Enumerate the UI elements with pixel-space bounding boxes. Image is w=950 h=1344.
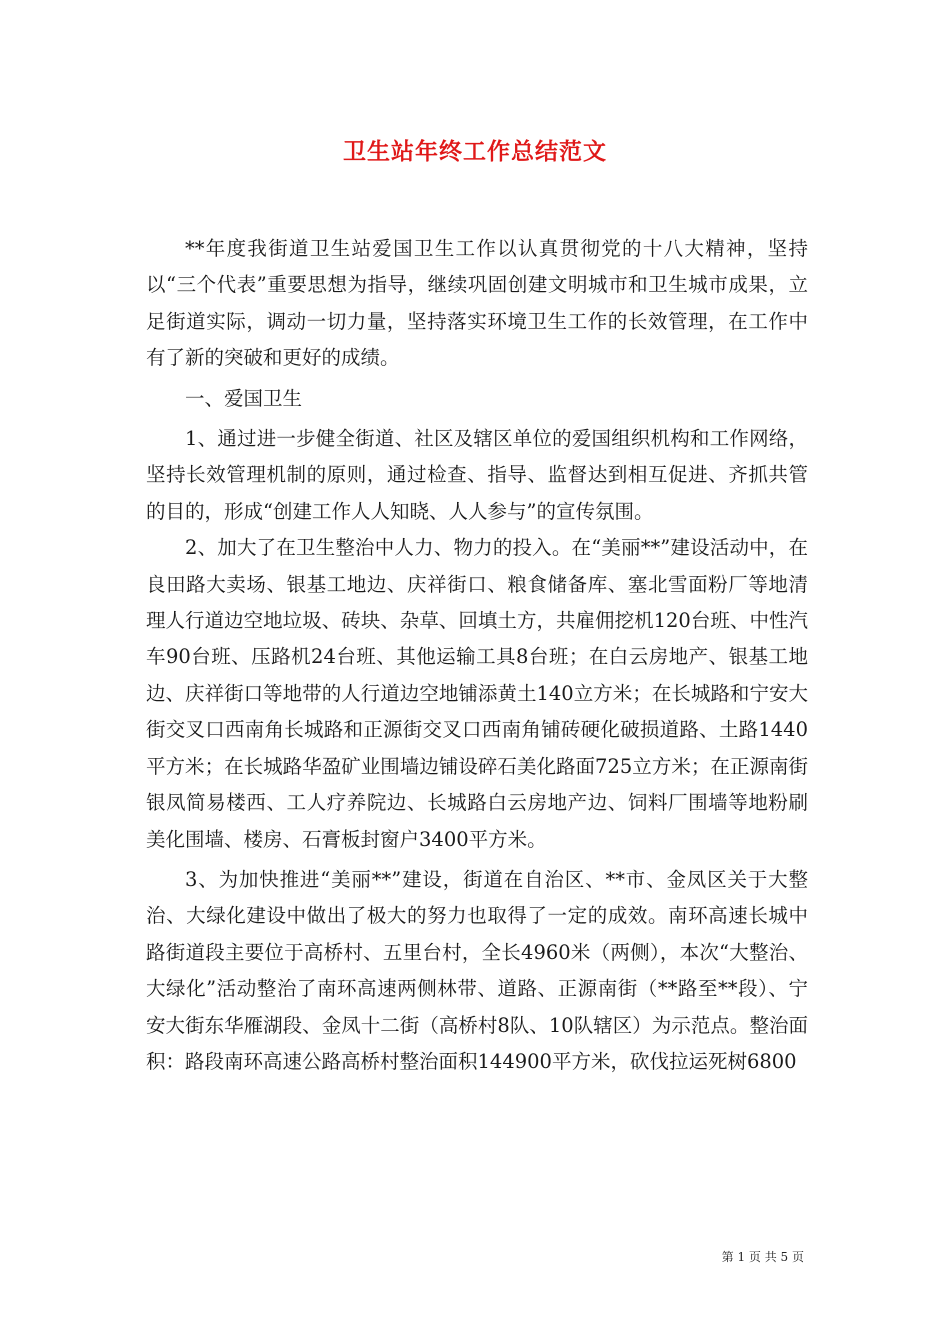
- paragraph-item-3: 3、为加快推进“美丽**”建设，街道在自治区、**市、金凤区关于大整治、大绿化建设中做出了极大的努力也取得了一定的成效。南环高速长城中路街道段主要位于高桥村、五里台村，全长4960米（两侧），本次“大整治、大绿化”活动整治了南环高速两侧林带、道路、正源南街（**路至**段）、宁安大街东华雁湖段、金凤十二街（高桥村8队、10队辖区）为示范点。整治面积：路段南环高速公路高桥村整治面积144900平方米，砍伐拉运死树6800: [146, 867, 808, 1073]
- section-heading-patriotic-health: 一、爱国卫生: [185, 386, 303, 410]
- paragraph-item-2: 2、加大了在卫生整治中人力、物力的投入。在“美丽**”建设活动中，在良田路大卖场、银基工地边、庆祥街口、粮食储备库、塞北雪面粉厂等地清理人行道边空地垃圾、砖块、杂草、回填土方，共雇佣挖机120台班、中性汽车90台班、压路机24台班、其他运输工具8台班；在白云房地产、银基工地边、庆祥街口等地带的人行道边空地铺添黄土140立方米；在长城路和宁安大街交叉口西南角长城路和正源街交叉口西南角铺砖硬化破损道路、土路1440平方米；在长城路华盈矿业围墙边铺设碎石美化路面725立方米；在正源南街银凤简易楼西、工人疗养院边、长城路白云房地产边、饲料厂围墙等地粉刷美化围墙、楼房、石膏板封窗户3400平方米。: [146, 536, 808, 851]
- paragraph-item-1: 1、通过进一步健全街道、社区及辖区单位的爱国组织机构和工作网络，坚持长效管理机制的原则，通过检查、指导、监督达到相互促进、齐抓共管的目的，形成“创建工作人人知晓、人人参与”的宣传氛围。: [146, 427, 808, 523]
- document-body: [146, 231, 808, 1080]
- document-title: 卫生站年终工作总结范文: [343, 138, 607, 165]
- paragraph-intro: **年度我街道卫生站爱国卫生工作以认真贯彻党的十八大精神，坚持以“三个代表”重要思想为指导，继续巩固创建文明城市和卫生城市成果，立足街道实际，调动一切力量，坚持落实环境卫生工作的长效管理，在工作中有了新的突破和更好的成绩。: [146, 237, 808, 370]
- page-number: 第 1 页 共 5 页: [721, 1250, 804, 1264]
